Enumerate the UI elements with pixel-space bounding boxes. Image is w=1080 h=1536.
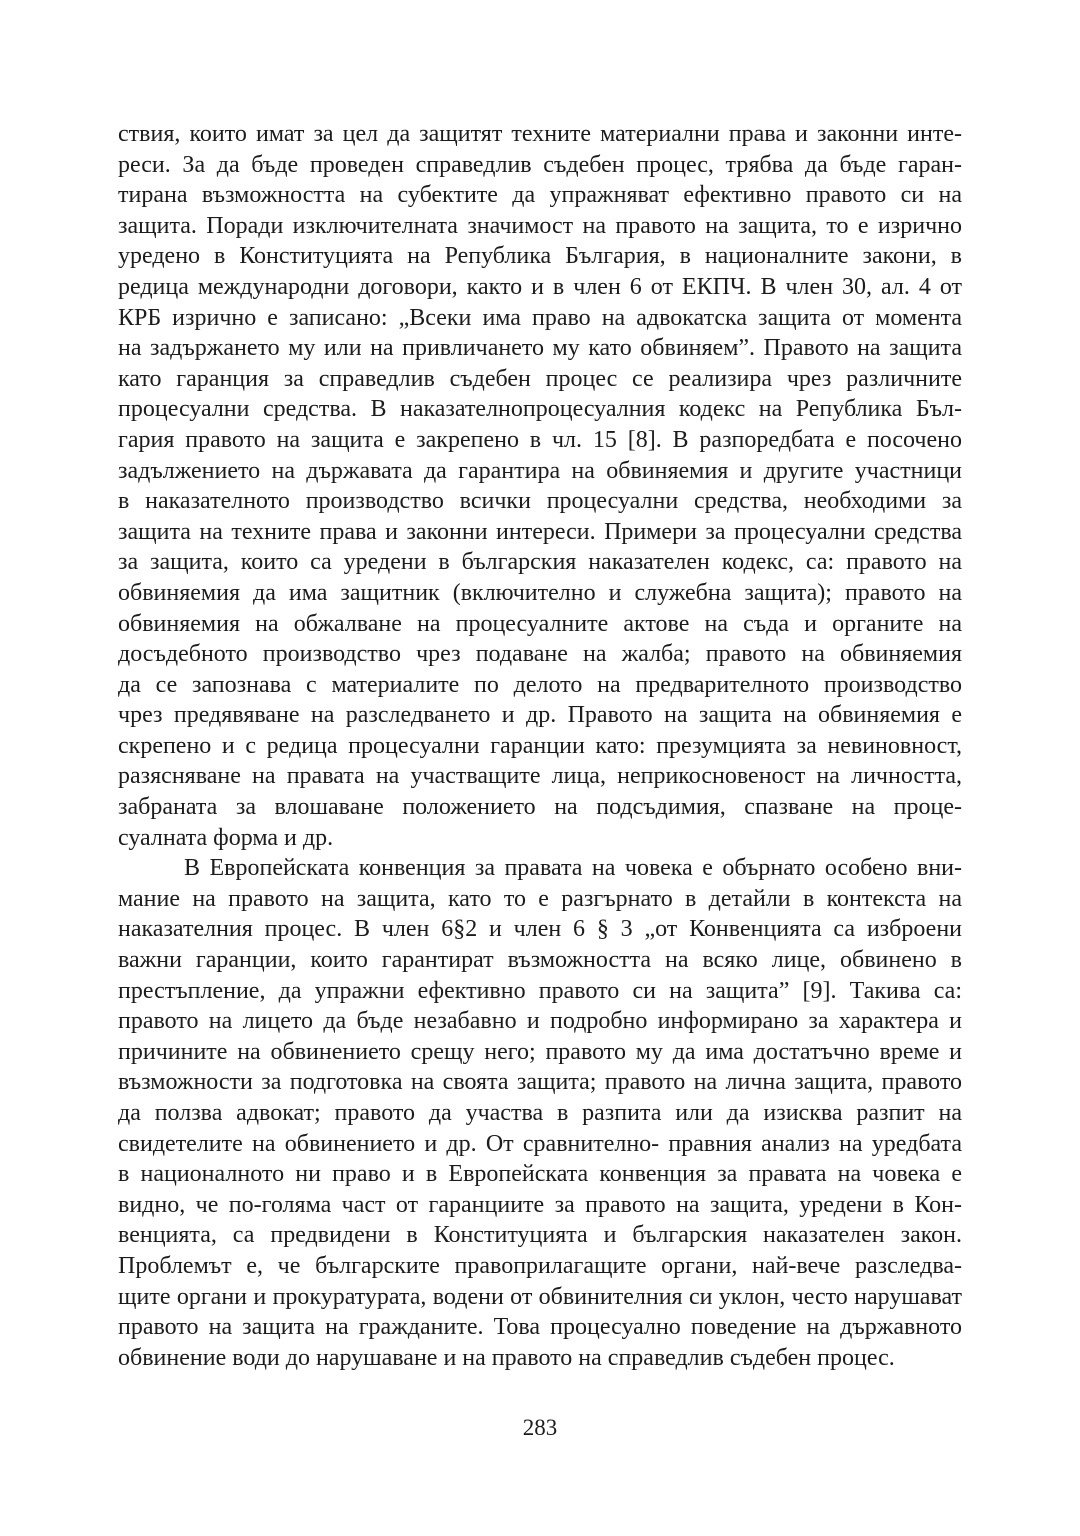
text-line: важни гаранции, които гарантират възможността на всяко лице, обвинено в <box>118 947 962 974</box>
text-line: да се запознава с материалите по делото на предварителното производство <box>118 671 962 698</box>
text-line: гария правото на защита е закрепено в чл. 15 [8]. В разпоредбата е посочено <box>118 426 962 453</box>
text-line: като гаранция за справедлив съдебен процес се реализира чрез различните <box>118 365 962 392</box>
text-line: задължението на държавата да гарантира на обвиняемия и другите участници <box>118 457 962 484</box>
text-line: чрез предявяване на разследването и др. Правото на защита на обвиняемия е <box>118 702 962 729</box>
body-text <box>118 119 962 1373</box>
text-line: наказателния процес. В член 6§2 и член 6 § 3 „от Конвенцията са изброени <box>118 916 962 943</box>
text-line: скрепено и с редица процесуални гаранции като: презумцията за невиновност, <box>118 732 962 759</box>
text-line: обвиняемия да има защитник (включително и служебна защита); правото на <box>118 579 962 606</box>
text-line: в наказателното производство всички процесуални средства, необходими за <box>118 488 962 515</box>
text-line: досъдебното производство чрез подаване на жалба; правото на обвиняемия <box>118 641 962 668</box>
text-line: разясняване на правата на участващите лица, неприкосновеност на личността, <box>118 763 962 790</box>
text-line: Проблемът е, че българските правоприлагащите органи, най-вече разследва- <box>118 1252 962 1279</box>
text-line: венцията, са предвидени в Конституцията и българския наказателен закон. <box>118 1222 962 1249</box>
text-line: за защита, които са уредени в българския наказателен кодекс, са: правото на <box>118 549 962 576</box>
text-line: престъпление, да упражни ефективно правото си на защита” [9]. Такива са: <box>118 977 962 1004</box>
text-line: ствия, които имат за цел да защитят техните материални права и законни инте- <box>118 121 962 147</box>
text-line: обвинение води до нарушаване и на правото на справедлив съдебен процес. <box>118 1344 895 1371</box>
paragraph-2 <box>118 853 962 1373</box>
text-line: на задържането му или на привличането му като обвиняем”. Правото на защита <box>118 335 962 362</box>
text-line: уредено в Конституцията на Република България, в националните закони, в <box>118 243 962 270</box>
text-line: да ползва адвокат; правото да участва в разпита или да изисква разпит на <box>118 1100 962 1126</box>
page-number: 283 <box>522 1415 558 1440</box>
text-line: редица международни договори, както и в член 6 от ЕКПЧ. В член 30, ал. 4 от <box>118 273 962 300</box>
text-line: правото на лицето да бъде незабавно и подробно информирано за характера и <box>118 1008 962 1035</box>
text-line: мание на правото на защита, като то е разгърнато в детайли в контекста на <box>118 885 962 912</box>
paragraph-1 <box>118 119 962 853</box>
text-line: суалната форма и др. <box>118 824 334 851</box>
text-line: реси. За да бъде проведен справедлив съдебен процес, трябва да бъде гаран- <box>118 151 962 178</box>
text-line: правото на защита на гражданите. Това процесуално поведение на държавното <box>118 1314 962 1341</box>
text-line: обвиняемия на обжалване на процесуалните актове на съда и органите на <box>118 610 962 637</box>
text-line: щите органи и прокуратурата, водени от обвинителния си уклон, често нарушават <box>118 1283 962 1310</box>
text-line: тирана възможността на субектите да упражняват ефективно правото си на <box>118 182 962 209</box>
text-line: забраната за влошаване положението на подсъдимия, спазване на проце- <box>118 794 962 821</box>
text-line: в националното ни право и в Европейската конвенция за правата на човека е <box>118 1161 962 1188</box>
text-line: защита. Поради изключителната значимост на правото на защита, то е изрично <box>118 212 962 239</box>
text-line: видно, че по-голяма част от гаранциите за правото на защита, уредени в Кон- <box>118 1191 962 1218</box>
text-line: възможности за подготовка на своята защита; правото на лична защита, правото <box>118 1069 962 1096</box>
text-line: КРБ изрично е записано: „Всеки има право на адвокатска защита от момента <box>118 304 962 331</box>
text-line: В Европейската конвенция за правата на човека е обърнато особено вни- <box>184 855 962 882</box>
text-line: защита на техните права и законни интереси. Примери за процесуални средства <box>118 518 962 545</box>
text-line: свидетелите на обвинението и др. От сравнително- правния анализ на уредбата <box>118 1130 962 1157</box>
text-line: процесуални средства. В наказателнопроцесуалния кодекс на Република Бъл- <box>118 396 962 423</box>
text-line: причините на обвинението срещу него; правото му да има достатъчно време и <box>118 1038 962 1065</box>
